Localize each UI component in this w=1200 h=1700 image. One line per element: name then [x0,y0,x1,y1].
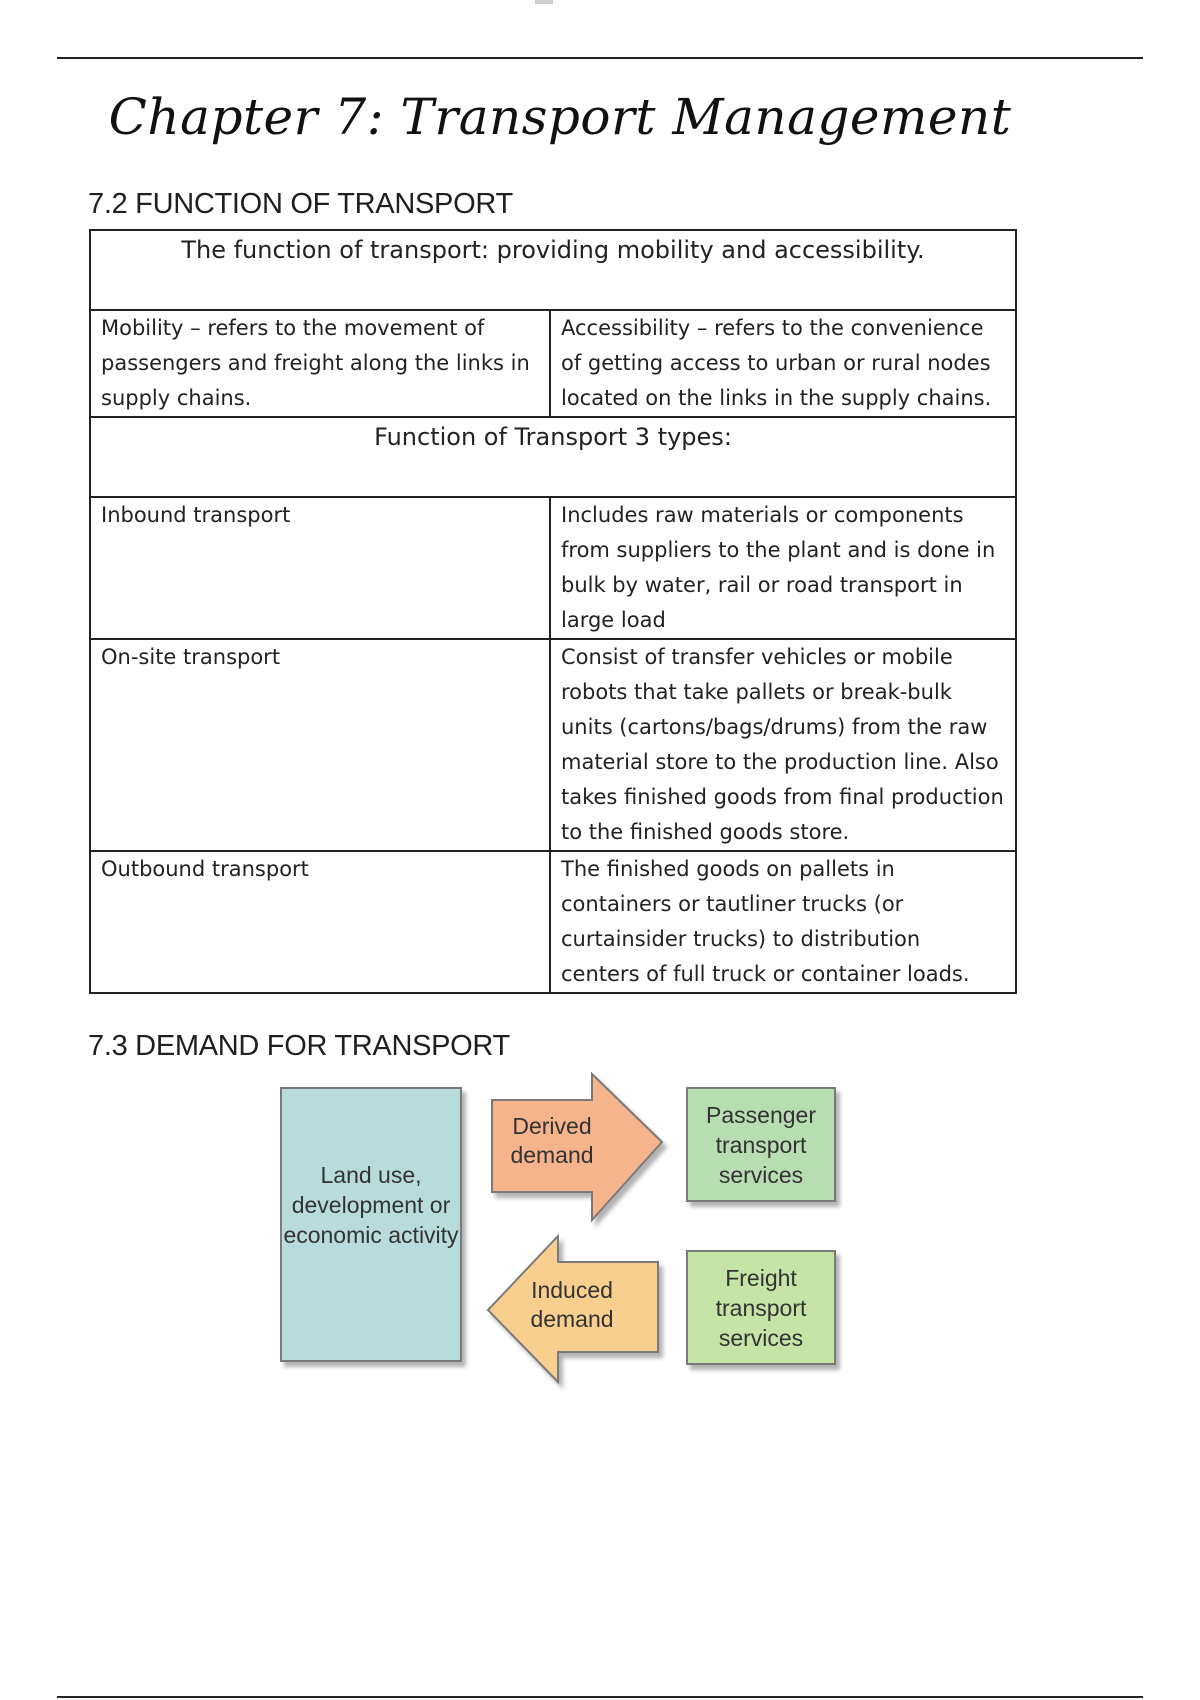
accessibility-cell: Accessibility – refers to the convenience of getting access to urban or rural nodes located on the links in the supply chains. [550,310,1016,417]
table-row [90,639,1016,851]
table-row [90,497,1016,639]
table-row [90,851,1016,993]
top-edge-mark [535,0,553,4]
derived-demand-label: Derived demand [510,1113,594,1168]
induced-demand-label: Induced demand [530,1277,614,1332]
transport-description-cell: Includes raw materials or components from suppliers to the plant and is done in bulk by water, rail or road transport in large load [550,497,1016,639]
freight-transport-box: Freight transport services [686,1250,836,1365]
bottom-rule [57,1696,1143,1698]
transport-type-cell: On-site transport [90,639,550,851]
mobility-cell: Mobility – refers to the movement of passengers and freight along the links in supply chains. [90,310,550,417]
passenger-transport-box: Passenger transport services [686,1087,836,1202]
section-heading-7-2: 7.2 FUNCTION OF TRANSPORT [88,188,513,220]
top-rule [57,57,1143,59]
transport-type-cell: Inbound transport [90,497,550,639]
function-intro-cell: The function of transport: providing mobility and accessibility. [90,230,1016,310]
chapter-title: Chapter 7: Transport Management [108,88,1012,146]
function-of-transport-table [89,229,1017,994]
transport-description-cell: Consist of transfer vehicles or mobile robots that take pallets or break-bulk units (cartons/bags/drums) from the raw material store to the production line. Also takes finished goods from final production to the finished goods store. [550,639,1016,851]
types-heading-cell: Function of Transport 3 types: [90,417,1016,497]
transport-demand-diagram [270,1070,870,1400]
transport-type-cell: Outbound transport [90,851,550,993]
section-heading-7-3: 7.3 DEMAND FOR TRANSPORT [88,1030,510,1062]
land-use-box: Land use, development or economic activity [280,1087,462,1362]
transport-description-cell: The finished goods on pallets in containers or tautliner trucks (or curtainsider trucks) to distribution centers of full truck or container loads. [550,851,1016,993]
